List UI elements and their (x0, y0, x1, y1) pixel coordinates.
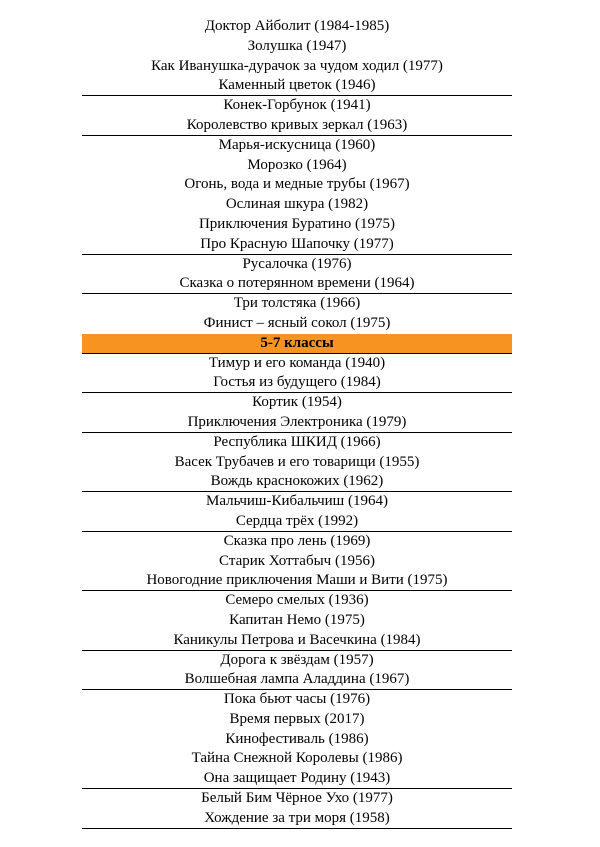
section-header: 5-7 классы (82, 334, 512, 354)
list-item: Сердца трёх (1992) (82, 512, 512, 532)
list-item: Финист – ясный сокол (1975) (203, 314, 391, 331)
list-item: Пока бьют часы (1976) (223, 691, 371, 708)
list-item: Старик Хоттабыч (1956) (219, 552, 375, 569)
list-item: Республика ШКИД (1966) (213, 433, 381, 450)
list-item: Три толстяка (1966) (233, 295, 361, 312)
list-item: Приключения Буратино (1975) (198, 215, 396, 232)
list-item: Кортик (1954) (252, 394, 342, 411)
list-item: Хождение за три моря (1958) (82, 809, 512, 829)
list-item: Белый Бим Чёрное Ухо (1977) (201, 790, 393, 807)
list-item: Каникулы Петрова и Васечкина (1984) (82, 631, 512, 651)
list-item: Сказка о потерянном времени (1964) (82, 274, 512, 294)
list-item: Она защищает Родину (1943) (82, 769, 512, 789)
list-item: Гостья из будущего (1984) (82, 373, 512, 393)
list-item: Огонь, вода и медные трубы (1967) (184, 176, 410, 193)
list-item: Волшебная лампа Аладдина (1967) (82, 670, 512, 690)
list-item: Мальчиш-Кибальчиш (1964) (206, 493, 388, 510)
list-item: Сказка про лень (1969) (223, 532, 371, 549)
list-item: Русалочка (1976) (242, 255, 352, 272)
list-item: Приключения Электроника (1979) (82, 413, 512, 433)
list-item: Каменный цветок (1946) (82, 76, 512, 96)
list-item: Конек-Горбунок (1941) (223, 97, 371, 114)
list-item: Золушка (1947) (247, 37, 347, 54)
list-item: Вождь краснокожих (1962) (82, 472, 512, 492)
list-item: Как Иванушка-дурачок за чудом ходил (1977) (151, 57, 443, 74)
list-item: Про Красную Шапочку (1977) (82, 235, 512, 255)
list-item: Ослиная шкура (1982) (225, 196, 369, 213)
list-item: Королевство кривых зеркал (1963) (82, 116, 512, 136)
list-item: Тимур и его команда (1940) (208, 354, 386, 371)
list-item: Марья-искусница (1960) (218, 136, 376, 153)
film-list (82, 17, 512, 829)
list-item: Морозко (1964) (247, 156, 347, 173)
list-item: Доктор Айболит (1984-1985) (204, 18, 390, 34)
list-item: Дорога к звёздам (1957) (220, 651, 374, 668)
list-item: Васек Трубачев и его товарищи (1955) (174, 453, 420, 470)
list-item: Кинофестиваль (1986) (225, 730, 369, 747)
list-item: Новогодние приключения Маши и Вити (1975) (82, 571, 512, 591)
list-item: Семеро смелых (1936) (225, 592, 369, 609)
list-item: Тайна Снежной Королевы (1986) (191, 750, 403, 767)
list-item: Время первых (2017) (229, 710, 365, 727)
list-item: Капитан Немо (1975) (229, 611, 365, 628)
